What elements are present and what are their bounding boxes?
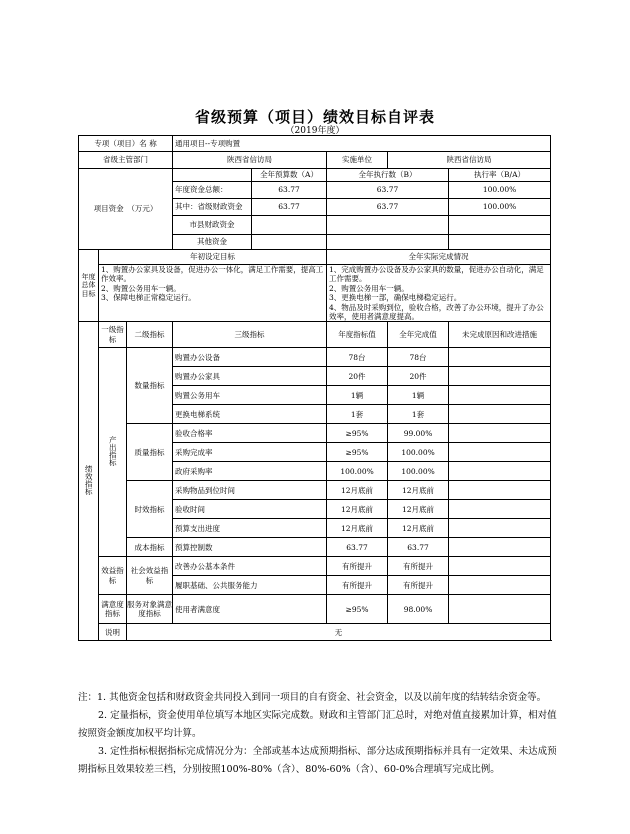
header-level3: 三级指标 [173,322,327,348]
indicator-reason [449,538,551,557]
output-indicators-text: 产出指标 [108,436,118,467]
indicator-name: 改善办公基本条件 [173,557,327,576]
remark-label: 说明 [99,624,127,641]
funds-row-budget [252,235,327,250]
funds-row-budget: 63.77 [252,182,327,199]
dept-label: 省级主管部门 [79,152,173,169]
funds-row-exec [327,235,449,250]
document-title: 省级预算（项目）绩效目标自评表 [194,108,435,126]
indicator-reason [449,576,551,595]
indicator-target: 1辆 [327,386,388,405]
indicator-name: 购置办公家具 [173,367,327,386]
indicator-actual: 有所提升 [388,557,449,576]
effect-indicators-label: 效益指标 [99,557,127,595]
satisfaction-indicators-label: 满意度指标 [99,595,127,624]
indicator-target: ≥95% [327,443,388,462]
indicator-target: 有所提升 [327,576,388,595]
indicator-actual: 1辆 [388,386,449,405]
header-target: 年度指标值 [327,322,388,348]
funds-row-budget [252,216,327,235]
header-actual: 全年完成值 [388,322,449,348]
indicator-target: ≥95% [327,424,388,443]
quantity-indicator-label: 数量指标 [127,348,173,424]
funds-label: 项目资金 （万元） [79,169,173,250]
funds-col-exec: 全年执行数（B） [327,169,449,182]
indicator-actual: 99.00% [388,424,449,443]
quality-indicator-label: 质量指标 [127,424,173,481]
indicator-name: 使用者满意度 [173,595,327,624]
indicator-name: 预算支出进度 [173,519,327,538]
evaluation-table [78,135,551,641]
impl-label: 实施单位 [327,152,388,169]
notes-section [78,689,558,779]
indicator-target: 63.77 [327,538,388,557]
indicator-reason [449,557,551,576]
goals-col-set: 年初设定目标 [99,250,327,265]
indicator-reason [449,405,551,424]
indicator-name: 采购物品到位时间 [173,481,327,500]
indicator-actual: 12月底前 [388,500,449,519]
funds-row-rate: 100.00% [449,182,551,199]
note-2: 2. 定量指标，资金使用单位填写本地区实际完成数。财政和主管部门汇总时，对绝对值直接累加计算，相对值按照资金额度加权平均计算。 [78,710,557,739]
indicator-actual: 有所提升 [388,576,449,595]
funds-row-label: 市县财政资金 [173,216,252,235]
indicator-reason [449,500,551,519]
indicators-label [79,322,99,641]
indicator-name: 履职基础、公共服务能力 [173,576,327,595]
indicator-name: 购置办公设备 [173,348,327,367]
indicator-reason [449,348,551,367]
funds-row-exec: 63.77 [327,199,449,216]
indicator-name: 预算控制数 [173,538,327,557]
indicator-reason [449,519,551,538]
remark-value: 无 [127,624,551,641]
timeliness-indicator-label: 时效指标 [127,481,173,538]
indicator-actual: 78台 [388,348,449,367]
indicator-actual: 1套 [388,405,449,424]
funds-row-label: 其他资金 [173,235,252,250]
indicator-reason [449,443,551,462]
indicator-target: 12月底前 [327,481,388,500]
indicator-name: 政府采购率 [173,462,327,481]
impl-value: 陕西省信访局 [388,152,551,169]
indicator-target: ≥95% [327,595,388,624]
header-reason: 未完成原因和改进措施 [449,322,551,348]
social-indicator-label: 社会效益指标 [127,557,173,595]
indicator-name: 验收合格率 [173,424,327,443]
note-1: 注：1. 其他资金包括和财政资金共同投入到同一项目的自有资金、社会资金，以及以前年度的结转结余资金等。 [78,692,547,703]
funds-row-exec [327,216,449,235]
funds-row-rate: 100.00% [449,199,551,216]
funds-row-rate [449,216,551,235]
indicators-label-text: 绩效指标 [84,465,94,496]
note-3: 3. 定性指标根据指标完成情况分为：全部或基本达成预期指标、部分达成预期指标并具有一定效果、未达成预期指标且效果较差三档，分别按照100%-80%（含）、80%-60%（含）、60-0%合理填写完成比例。 [78,746,557,775]
dept-value: 陕西省信访局 [173,152,327,169]
goals-col-done: 全年实际完成情况 [327,250,551,265]
goals-label: 年度总体目标 [79,250,99,322]
funds-row-rate [449,235,551,250]
indicator-actual: 20件 [388,367,449,386]
project-name: 通用项目--专项购置 [173,136,551,152]
project-label: 专项（项目）名 称 [79,136,173,152]
funds-row-label: 年度资金总额： [173,182,252,199]
funds-row-label: 其中：省级财政资金 [173,199,252,216]
indicator-actual: 12月底前 [388,481,449,500]
output-indicators-label [99,348,127,557]
indicator-reason [449,462,551,481]
indicator-actual: 12月底前 [388,519,449,538]
indicator-target: 12月底前 [327,500,388,519]
indicator-actual: 100.00% [388,462,449,481]
indicator-name: 采购完成率 [173,443,327,462]
indicator-reason [449,367,551,386]
header-level2: 二级指标 [127,322,173,348]
indicator-target: 1套 [327,405,388,424]
header-level1: 一级指标 [99,322,127,348]
indicator-actual: 100.00% [388,443,449,462]
funds-row-exec: 63.77 [327,182,449,199]
indicator-name: 验收时间 [173,500,327,519]
goals-set-text: 1、购置办公家具及设备，促进办公一体化，满足工作需要，提高工作效率。 2、购置公务用车一辆。 3、保障电梯正常稳定运行。 [99,265,327,322]
goals-done-text: 1、完成购置办公设备及办公家具的数量，促进办公自动化，满足工作需要。 2、购置公务用车一辆。 3、更换电梯一部，确保电梯稳定运行。 4、物品及时采购到位，验收合格，改善了办公环境，提升了办公效率，使用者满意度提高。 [327,265,551,322]
indicator-target: 有所提升 [327,557,388,576]
indicator-name: 购置公务用车 [173,386,327,405]
indicator-actual: 98.00% [388,595,449,624]
cost-indicator-label: 成本指标 [127,538,173,557]
indicator-target: 12月底前 [327,519,388,538]
indicator-target: 100.00% [327,462,388,481]
funds-col-budget: 全年预算数（A） [252,169,327,182]
funds-row-budget: 63.77 [252,199,327,216]
indicator-reason [449,424,551,443]
indicator-target: 20件 [327,367,388,386]
service-satisfaction-label: 服务对象满意度指标 [127,595,173,624]
indicator-reason [449,595,551,624]
funds-col-rate: 执行率（B/A） [449,169,551,182]
document-year: （2019年度） [285,126,345,136]
indicator-target: 78台 [327,348,388,367]
indicator-reason [449,481,551,500]
indicator-actual: 63.77 [388,538,449,557]
indicator-name: 更换电梯系统 [173,405,327,424]
indicator-reason [449,386,551,405]
